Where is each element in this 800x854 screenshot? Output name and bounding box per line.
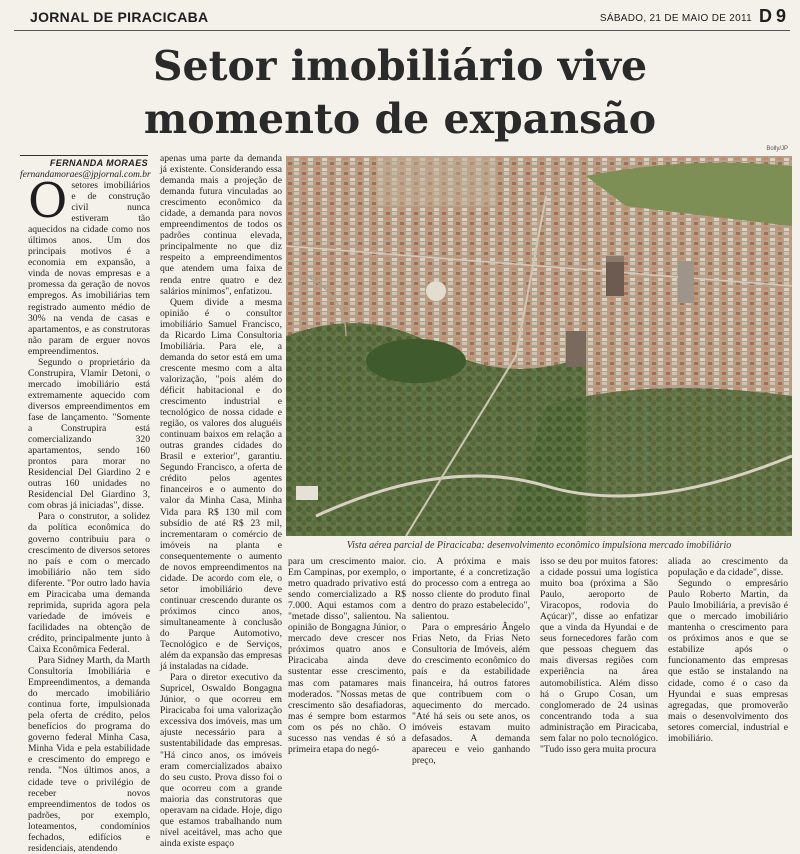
headline-line-1: Setor imobiliário vive bbox=[152, 42, 648, 90]
photo-caption: Vista aérea parcial de Piracicaba: desenvolvimento econômico impulsiona mercado imobiliário bbox=[346, 540, 732, 551]
paragraph: Segundo o empresário Paulo Roberto Martin, da Paulo Imobiliária, a previsão é que o mercado imobiliário mantenha o crescimento para os próximos anos e que se estabilize após o funcionamento das empresas que estão se instalando na cidade, como é o caso da Hyundai e suas empresas agregadas, que promoverão mais o desenvolvimento dos setores comercial, industrial e imobiliário. bbox=[668, 578, 788, 744]
newspaper-name: JORNAL DE PIRACICABA bbox=[30, 9, 209, 25]
drop-cap: O bbox=[28, 173, 68, 229]
paragraph: Para o empresário Ângelo Frias Neto, da Frias Neto Consultoria de Imóveis, além do crescimento econômico do país e da estabilidade financeira, há outros fatores que contribuem com o aquecimento do mercado. "Até há seis ou sete anos, os imóveis estavam muito defasados. A demanda apareceu e veio ganhando preço, bbox=[412, 622, 530, 766]
aerial-photo bbox=[286, 156, 792, 536]
paragraph: para um crescimento maior. Em Campinas, por exemplo, o metro quadrado privativo está sendo comercializado a R$ 7.000. Aqui estamos com a "metade disso", salientou. Na opinião de Bongagna Júnior, o mercado deve crescer nos próximos quatro anos e Piracicaba ainda deve sustentar esse crescimento, mas com patamares mais moderados. "Nossas metas de crescimento são desafiadoras, mas é sempre bom estarmos com os pés no chão. O sucesso nas vendas é só a primeira etapa do negó- bbox=[288, 556, 406, 755]
page-number: D9 bbox=[758, 6, 790, 26]
text-column-2 bbox=[160, 153, 283, 849]
paragraph: aliada ao crescimento da população e da cidade", disse. bbox=[668, 556, 788, 579]
paragraph: Quem divide a mesma opinião é o consultor imobiliário Samuel Francisco, da Ricardo Lima Consultoria Imobiliária. Para ele, a demanda do setor está em uma crescente mesmo com a alta valorização, "pois além do déficit habitacional e do crescimento industrial e tecnológico de nossa cidade e região, os valores dos aluguéis continuam baixos em relação a outras grandes cidades do Brasil e exterior", garantiu. Segundo Francisco, a oferta de crédito pelos agentes financeiros e o aumento do valor da Minha Casa, Minha Vida para R$ 130 mil com subsídio de até R$ 23 mil, incrementaram o comércio de imóveis na planta e consequentemente o aumento de novos empreendimentos na cidade. De acordo com ele, o setor imobiliário deve continuar crescendo durante os próximos cinco anos, simultaneamente à conclusão do Parque Automotivo, Tecnológico e de Serviços, além da expansão das empresas já instaladas na cidade. bbox=[160, 296, 282, 673]
aerial-city-illustration bbox=[286, 156, 792, 536]
text-column-6 bbox=[668, 556, 788, 744]
paragraph: setores imobiliários e de construção civil nunca estiveram tão aquecidos na cidade como nos últimos anos. Um dos principais motivos é a economia em expansão, a vinda de novas empresas e a promessa da geração de novos empregos. As imobiliárias tem registrado aumento médio de 30% na venda de casas e apartamentos, e as construtoras não param de erguer novos empreendimentos. bbox=[28, 180, 150, 357]
paragraph: Para o diretor executivo da Supricel, Oswaldo Bongagna Júnior, o que ocorreu em Piracicaba foi uma valorização excessiva dos imóveis, mas um ajuste necessário para a sustentabilidade das empresas. "Há cinco anos, os imóveis eram comercializados abaixo do seu custo. Prova disso foi o que ocorreu com a grande maioria das construtoras que operavam na cidade. Hoje, digo que estamos trabalhando num nível aceitável, mas acho que ainda existe espaço bbox=[160, 672, 283, 849]
photo-credit: Bolly/JP bbox=[766, 146, 788, 152]
paragraph: Segundo o proprietário da Construpira, Vlamir Detoni, o mercado imobiliário está extremamente aquecido com diversos empreendimentos em fase de lançamento. "Somente a Construpira está comercializando 320 apartamentos, sendo 160 prontos para morar no Residencial Del Giardino 2 e outras 160 unidades no Residencial Del Giardino 3, com obras já iniciadas", disse. bbox=[28, 356, 150, 512]
paragraph: isso se deu por muitos fatores: a cidade possui uma logística muito boa (próxima a São Paulo, aeroporto de Viracopos, rodovia do Açúcar)", disse ao enfatizar que a vinda da Hyundai e de seus fornecedores farão com que pessoas cheguem das mais diversas regiões com experiência na área automobilística. Além disso há o Grupo Cosan, um conglomerado de 24 usinas concentrando toda a sua administração em Piracicaba, sem falar no polo tecnológico. "Tudo isso gera muita procura bbox=[540, 556, 658, 755]
paragraph: cio. A próxima e mais importante, é a concretização do processo com a entrega ao nosso cliente do produto final dentro do prazo estabelecido", salientou. bbox=[412, 556, 530, 623]
author-name: FERNANDA MORAES bbox=[20, 155, 148, 169]
issue-date: SÁBADO, 21 DE MAIO DE 2011 bbox=[599, 13, 752, 24]
headline-line-2: momento de expansão bbox=[143, 95, 657, 143]
paragraph: Para o construtor, a solidez da política econômica do governo contribuiu para o crescimento de diversos setores no país e com o mercado imobiliário não tem sido diferente. "Por outro lado havia em Piracicaba uma demanda reprimida, suprida agora pela variedade de imóveis e facilidades na obtenção de crédito, principalmente junto à Caixa Econômica Federal. bbox=[28, 511, 150, 655]
author-email: fernandamoraes@jpjornal.com.br bbox=[20, 170, 151, 180]
text-column-3 bbox=[288, 556, 406, 755]
text-column-5 bbox=[540, 556, 658, 755]
paragraph: Para Sidney Marth, da Marth Consultoria Imobiliária e Empreendimentos, a demanda do mercado imobiliário continua forte, impulsionada pela oferta de crédito, pelos benefícios do programa do governo federal Minha Casa, Minha Vida e pela estabilidade e crescimento do emprego e renda. "Nos últimos anos, a cidade teve o privilégio de receber novos empreendimentos de todos os padrões, por exemplo, loteamentos, condomínios fechados, edifícios e residenciais, atendendo bbox=[28, 655, 150, 854]
page-header bbox=[14, 6, 790, 31]
text-column-4 bbox=[412, 556, 530, 766]
paragraph: apenas uma parte da demanda já existente. Considerando essa demanda mais a projeção de demanda futura vinculadas ao crescimento econômico da cidade, a demanda para novos empreendimentos de todos os padrões continua elevada, principalmente no que diz respeito a empreendimentos que atendem uma faixa de renda entre quatro e dez salários mínimos", enfatizou. bbox=[160, 153, 282, 297]
